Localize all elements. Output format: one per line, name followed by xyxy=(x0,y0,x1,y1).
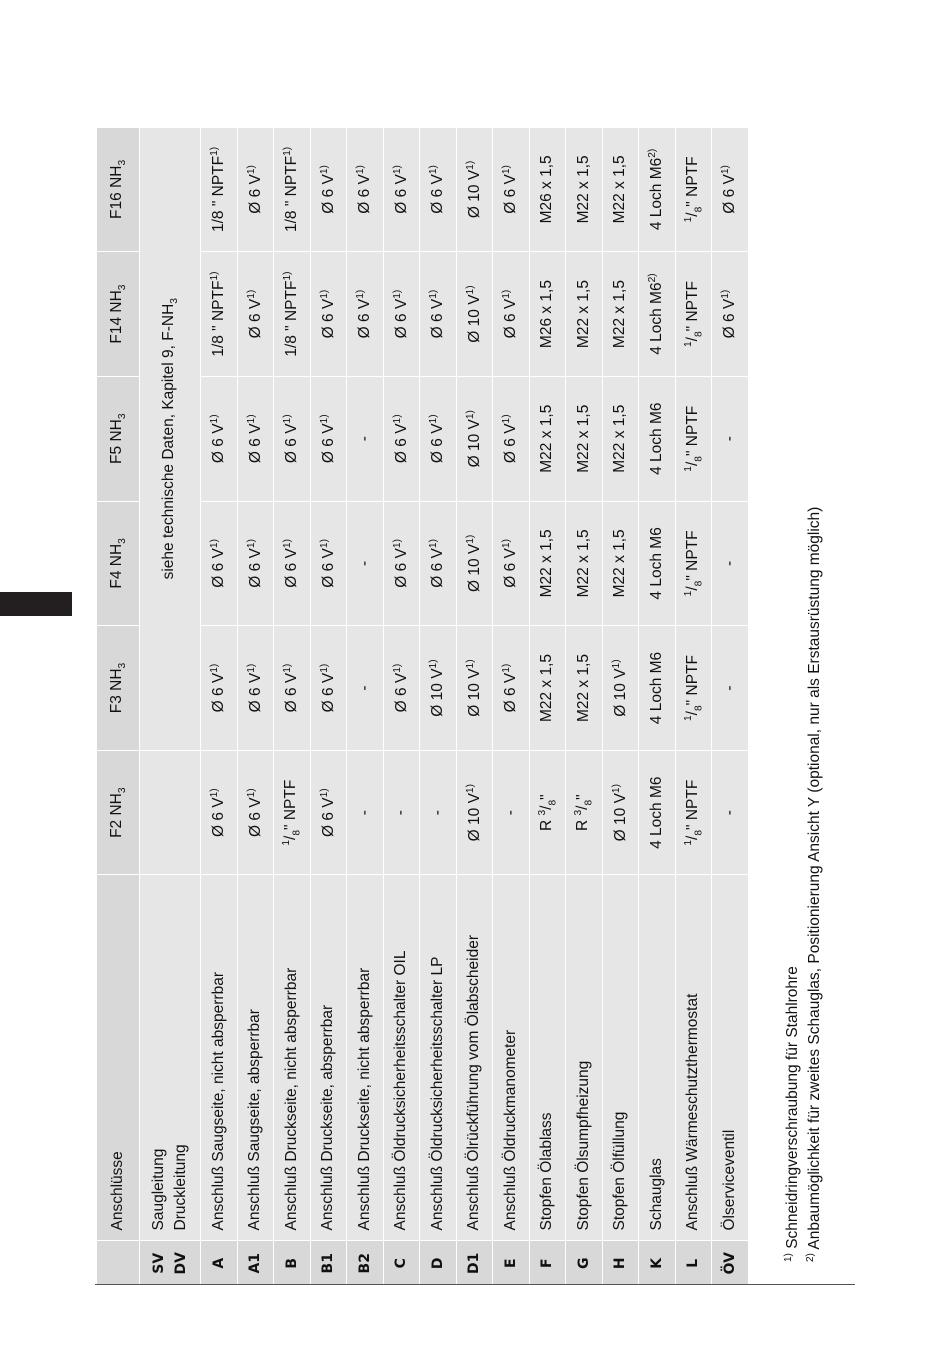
row-description: Anschluß Saugseite, nicht absperrbar xyxy=(201,875,238,1241)
row-value: Ø 6 $V^{1)}$ xyxy=(383,127,420,252)
section-tab-marker xyxy=(0,592,72,616)
footnote: $^{2)}$ Anbaumöglichkeit für zweites Schauglas, Positionierung Ansicht Y (optional, nur als Erstausrüstung möglich) xyxy=(805,506,824,1262)
row-value: Ø 6 $V^{1)}$ xyxy=(237,376,274,501)
footnote-separator xyxy=(95,1284,855,1285)
table-row xyxy=(201,127,238,1285)
row-value: M22 x 1,5 xyxy=(602,376,639,501)
row-value: Ø 6 $V^{1)}$ xyxy=(237,750,274,875)
row-value: M22 x 1,5 xyxy=(602,501,639,626)
row-value: 4 Loch M6 xyxy=(639,501,676,626)
row-value: M22 x 1,5 xyxy=(566,376,603,501)
row-value: $^1/_8$" NPTF xyxy=(675,127,712,252)
table-row xyxy=(602,127,639,1285)
row-value: Ø 6 $V^{1)}$ xyxy=(201,750,238,875)
row-code: H xyxy=(602,1241,639,1285)
row-value: M26 x 1,5 xyxy=(529,252,566,377)
row-description: Anschluß Öldruckmanometer xyxy=(493,875,530,1241)
row-value: - xyxy=(712,501,749,626)
row-value: Ø 6 $V^{1)}$ xyxy=(493,252,530,377)
row-value: Ø 6 $V^{1)}$ xyxy=(420,376,457,501)
row-value: Ø 6 $V^{1)}$ xyxy=(201,626,238,751)
table-row xyxy=(639,127,676,1285)
row-value: Ø 10 $V^{1)}$ xyxy=(456,501,493,626)
row-value: - xyxy=(712,376,749,501)
row-code: G xyxy=(566,1241,603,1285)
table-row xyxy=(566,127,603,1285)
row-value: $^1/_8$" NPTF xyxy=(675,501,712,626)
row-description: Stopfen Ölablass xyxy=(529,875,566,1241)
row-value: R $^3/_8$" xyxy=(529,750,566,875)
rotated-table-wrapper xyxy=(97,127,757,1285)
row-value-empty xyxy=(140,750,201,875)
row-value: M26 x 1,5 xyxy=(529,127,566,252)
row-value: Ø 6 $V^{1)}$ xyxy=(420,127,457,252)
row-value: Ø 6 $V^{1)}$ xyxy=(347,127,384,252)
header-model: F4 $NH_3$ xyxy=(97,501,140,626)
row-value: M22 x 1,5 xyxy=(602,127,639,252)
row-value: $^1/_8$" NPTF xyxy=(675,252,712,377)
row-value: Ø 6 $V^{1)}$ xyxy=(274,626,311,751)
row-value: Ø 6 $V^{1)}$ xyxy=(712,252,749,377)
row-description: Stopfen Ölsumpfheizung xyxy=(566,875,603,1241)
row-value: Ø 6 $V^{1)}$ xyxy=(274,501,311,626)
row-value: - xyxy=(383,750,420,875)
row-value: R $^3/_8$" xyxy=(566,750,603,875)
row-value: Ø 6 $V^{1)}$ xyxy=(420,252,457,377)
row-code: A1 xyxy=(237,1241,274,1285)
row-description: Anschluß Öldrucksicherheitsschalter LP xyxy=(420,875,457,1241)
table-row xyxy=(493,127,530,1285)
header-model: F2 $NH_3$ xyxy=(97,750,140,875)
row-code: C xyxy=(383,1241,420,1285)
row-value: M22 x 1,5 xyxy=(529,376,566,501)
row-code: K xyxy=(639,1241,676,1285)
row-value: M22 x 1,5 xyxy=(566,252,603,377)
row-value: 1/8 " NPTF$^{1)}$ xyxy=(201,127,238,252)
row-value: Ø 6 $V^{1)}$ xyxy=(310,376,347,501)
row-value: Ø 6 $V^{1)}$ xyxy=(493,127,530,252)
row-value: $^1/_8$" NPTF xyxy=(274,750,311,875)
row-value: Ø 6 $V^{1)}$ xyxy=(201,501,238,626)
row-code: E xyxy=(493,1241,530,1285)
row-value: $^1/_8$" NPTF xyxy=(675,750,712,875)
row-value: Ø 6 $V^{1)}$ xyxy=(493,626,530,751)
row-value: - xyxy=(347,626,384,751)
row-value: Ø 10 $V^{1)}$ xyxy=(456,626,493,751)
row-value: M22 x 1,5 xyxy=(529,501,566,626)
row-value: Ø 6 $V^{1)}$ xyxy=(310,501,347,626)
row-value: - xyxy=(347,501,384,626)
row-code: SV DV xyxy=(140,1241,201,1285)
row-value: Ø 6 $V^{1)}$ xyxy=(310,626,347,751)
row-value: Ø 6 $V^{1)}$ xyxy=(274,376,311,501)
row-value: Ø 6 $V^{1)}$ xyxy=(383,376,420,501)
table-row-sv-dv xyxy=(140,127,201,1285)
row-description: Anschluß Ölrückführung vom Ölabscheider xyxy=(456,875,493,1241)
row-value: M22 x 1,5 xyxy=(566,127,603,252)
row-value: 4 Loch M6 xyxy=(639,626,676,751)
row-value: Ø 6 $V^{1)}$ xyxy=(201,376,238,501)
row-value: Ø 10 $V^{1)}$ xyxy=(602,750,639,875)
row-value: M22 x 1,5 xyxy=(566,626,603,751)
row-value: Ø 6 $V^{1)}$ xyxy=(383,501,420,626)
header-model: F5 $NH_3$ xyxy=(97,376,140,501)
row-value: M22 x 1,5 xyxy=(566,501,603,626)
row-code: F xyxy=(529,1241,566,1285)
row-description: Anschluß Druckseite, nicht absperrbar xyxy=(347,875,384,1241)
row-value: 1/8 " NPTF$^{1)}$ xyxy=(274,127,311,252)
row-description: Anschluß Öldrucksicherheitsschalter OIL xyxy=(383,875,420,1241)
row-value: - xyxy=(493,750,530,875)
table-row xyxy=(310,127,347,1285)
row-value: 1/8 " NPTF$^{1)}$ xyxy=(201,252,238,377)
table-row xyxy=(529,127,566,1285)
row-value: Ø 6 $V^{1)}$ xyxy=(493,376,530,501)
table-row xyxy=(675,127,712,1285)
connections-table xyxy=(97,127,749,1285)
row-value: Ø 6 $V^{1)}$ xyxy=(310,127,347,252)
row-value: 4 Loch M6$^{2)}$ xyxy=(639,127,676,252)
header-model: F3 $NH_3$ xyxy=(97,626,140,751)
row-value: 4 Loch M6 xyxy=(639,750,676,875)
table-row xyxy=(274,127,311,1285)
row-value: - xyxy=(347,376,384,501)
row-value: Ø 6 $V^{1)}$ xyxy=(493,501,530,626)
row-value: - xyxy=(420,750,457,875)
row-code: L xyxy=(675,1241,712,1285)
row-description: Schauglas xyxy=(639,875,676,1241)
row-code: B1 xyxy=(310,1241,347,1285)
row-value: $^1/_8$" NPTF xyxy=(675,626,712,751)
row-code: B2 xyxy=(347,1241,384,1285)
row-description: Anschluß Druckseite, nicht absperrbar xyxy=(274,875,311,1241)
row-value: M22 x 1,5 xyxy=(602,252,639,377)
row-description: Stopfen Ölfüllung xyxy=(602,875,639,1241)
row-value: Ø 10 $V^{1)}$ xyxy=(602,626,639,751)
header-model: F16 $NH_3$ xyxy=(97,127,140,252)
table-row xyxy=(383,127,420,1285)
header-anschluesse: Anschlüsse xyxy=(97,875,140,1241)
table-row xyxy=(712,127,749,1285)
table-header-row xyxy=(97,127,140,1285)
row-description: Ölserviceventil xyxy=(712,875,749,1241)
row-value: Ø 6 $V^{1)}$ xyxy=(383,252,420,377)
row-code: D1 xyxy=(456,1241,493,1285)
row-value: Ø 6 $V^{1)}$ xyxy=(383,626,420,751)
row-value: Ø 6 $V^{1)}$ xyxy=(237,127,274,252)
row-description: Saugleitung Druckleitung xyxy=(140,875,201,1241)
header-code-cell xyxy=(97,1241,140,1285)
row-value: Ø 6 $V^{1)}$ xyxy=(420,501,457,626)
row-value: M22 x 1,5 xyxy=(529,626,566,751)
row-value: 4 Loch M6$^{2)}$ xyxy=(639,252,676,377)
row-value: Ø 6 $V^{1)}$ xyxy=(310,750,347,875)
row-value: - xyxy=(712,626,749,751)
row-value: Ø 6 $V^{1)}$ xyxy=(712,127,749,252)
row-description: Anschluß Saugseite, absperrbar xyxy=(237,875,274,1241)
row-value: Ø 10 $V^{1)}$ xyxy=(456,127,493,252)
row-value: Ø 10 $V^{1)}$ xyxy=(456,376,493,501)
footnote: $^{1)}$ Schneidringverschraubung für Stahlrohre xyxy=(783,966,802,1262)
row-value: Ø 6 $V^{1)}$ xyxy=(237,501,274,626)
row-value: Ø 6 $V^{1)}$ xyxy=(347,252,384,377)
row-value: Ø 6 $V^{1)}$ xyxy=(237,626,274,751)
row-value: $^1/_8$" NPTF xyxy=(675,376,712,501)
row-code: A xyxy=(201,1241,238,1285)
table-row xyxy=(456,127,493,1285)
row-value: Ø 10 $V^{1)}$ xyxy=(420,626,457,751)
header-model: F14 $NH_3$ xyxy=(97,252,140,377)
row-value: Ø 6 $V^{1)}$ xyxy=(237,252,274,377)
row-value: Ø 10 $V^{1)}$ xyxy=(456,750,493,875)
table-row xyxy=(237,127,274,1285)
row-code: ÖV xyxy=(712,1241,749,1285)
row-description: Anschluß Wärmeschutzthermostat xyxy=(675,875,712,1241)
row-value: 4 Loch M6 xyxy=(639,376,676,501)
row-code: B xyxy=(274,1241,311,1285)
row-value: - xyxy=(347,750,384,875)
table-row xyxy=(347,127,384,1285)
merged-reference-cell: siehe technische Daten, Kapitel 9, $F-NH_3$ xyxy=(140,127,201,750)
row-value: - xyxy=(712,750,749,875)
row-value: Ø 6 $V^{1)}$ xyxy=(310,252,347,377)
table-row xyxy=(420,127,457,1285)
row-description: Anschluß Druckseite, absperrbar xyxy=(310,875,347,1241)
row-code: D xyxy=(420,1241,457,1285)
row-value: Ø 10 $V^{1)}$ xyxy=(456,252,493,377)
row-value: 1/8 " NPTF$^{1)}$ xyxy=(274,252,311,377)
